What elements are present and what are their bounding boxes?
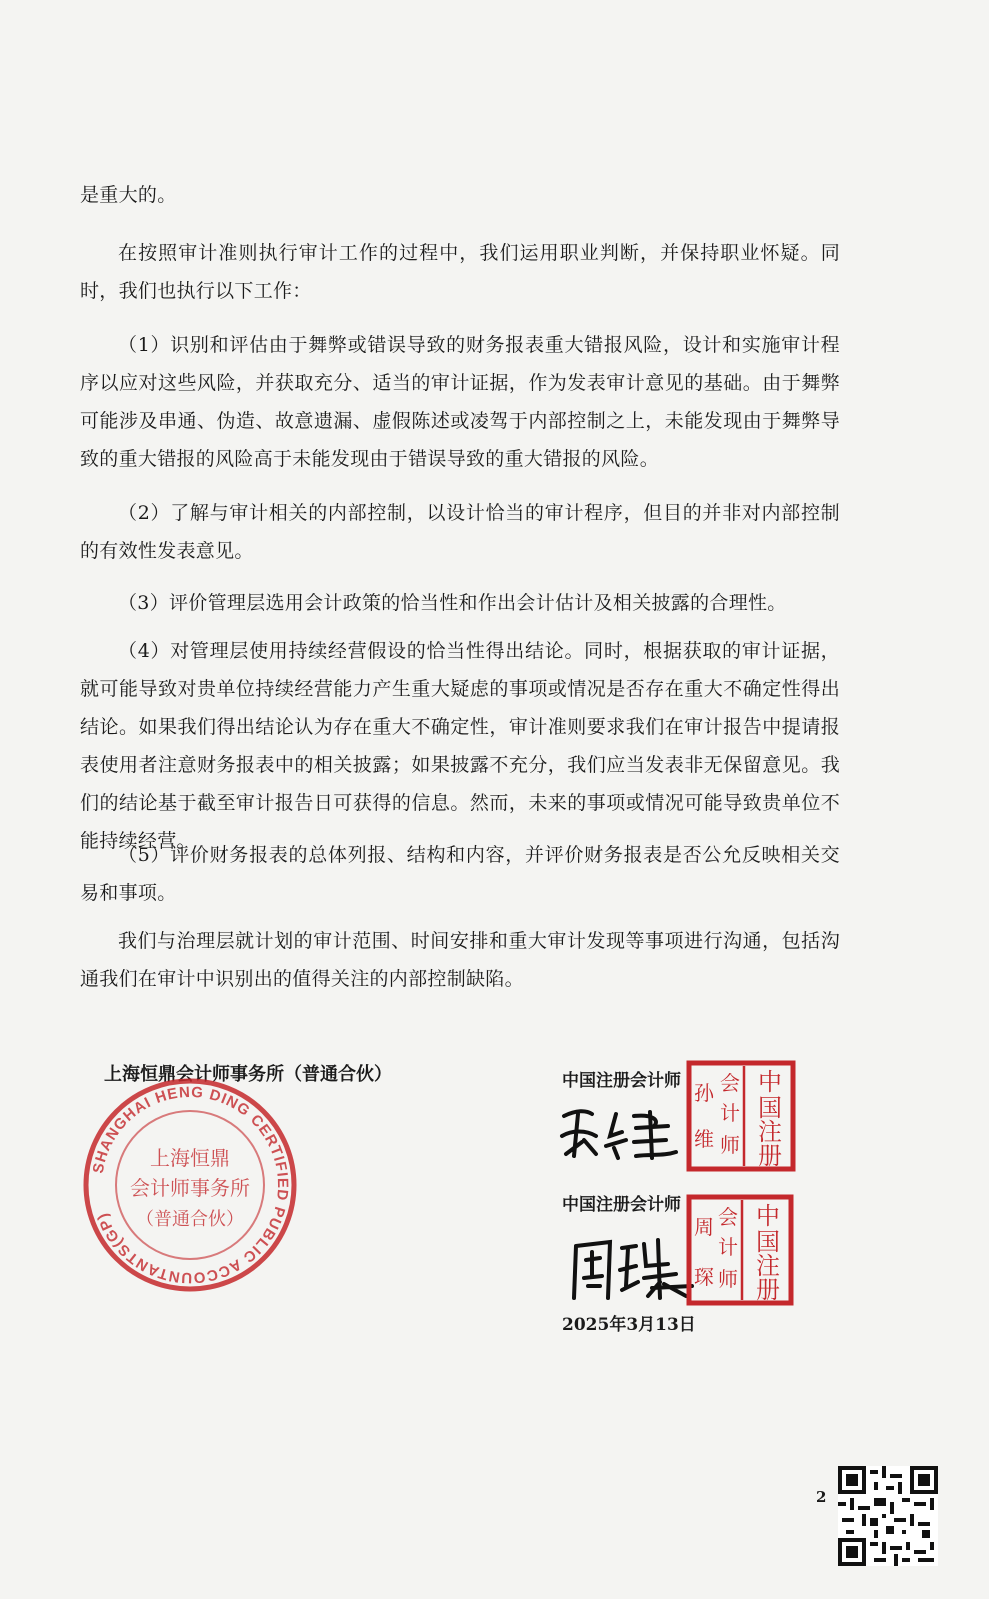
paragraph-item-2: （2）了解与审计相关的内部控制，以设计恰当的审计程序，但目的并非对内部控制的有效性发表意见。 (80, 502, 840, 562)
svg-text:中: 中 (756, 1202, 780, 1230)
svg-text:册: 册 (758, 1142, 782, 1170)
cpa-label-2: 中国注册会计师 (562, 1195, 681, 1215)
svg-text:师: 师 (718, 1267, 738, 1291)
firm-seal-english: SHANGHAI HENG DING CERTIFIED PUBLIC ACCOUNTANTS(GP) (89, 1083, 292, 1287)
paragraph-intro: 在按照审计准则执行审计工作的过程中，我们运用职业判断，并保持职业怀疑。同时，我们也执行以下工作： (80, 242, 840, 302)
svg-text:会: 会 (720, 1071, 740, 1095)
svg-text:师: 师 (720, 1133, 740, 1157)
svg-text:周: 周 (694, 1215, 714, 1239)
svg-text:会: 会 (718, 1205, 738, 1229)
paragraph-item-4: （4）对管理层使用持续经营假设的恰当性得出结论。同时，根据获取的审计证据，就可能导致对贵单位持续经营能力产生重大疑虑的事项或情况是否存在重大不确定性得出结论。如果我们得出结论认为存在重大不确定性，审计准则要求我们在审计报告中提请报表使用者注意财务报表中的相关披露；如果披露不充分，我们应当发表非无保留意见。我们的结论基于截至审计报告日可获得的信息。然而，未来的事项或情况可能导致贵单位不能持续经营。 (80, 640, 840, 852)
svg-text:注: 注 (758, 1118, 782, 1146)
svg-text:中: 中 (758, 1068, 782, 1096)
firm-seal-line2: 会计师事务所 (130, 1176, 250, 1200)
svg-text:琛: 琛 (694, 1265, 714, 1289)
svg-text:国: 国 (758, 1094, 782, 1122)
qr-code-icon (838, 1466, 938, 1566)
paragraph-communication: 我们与治理层就计划的审计范围、时间安排和重大审计发现等事项进行沟通，包括沟通我们在审计中识别出的值得关注的内部控制缺陷。 (80, 930, 840, 990)
signature-1-handwritten (556, 1096, 686, 1166)
svg-text:计: 计 (720, 1101, 740, 1125)
firm-seal (80, 1075, 300, 1295)
svg-text:国: 国 (756, 1228, 780, 1256)
firm-seal-line3: （普通合伙） (136, 1209, 244, 1230)
svg-text:册: 册 (756, 1276, 780, 1304)
svg-text:孙: 孙 (694, 1081, 714, 1105)
paragraph-item-5: （5）评价财务报表的总体列报、结构和内容，并评价财务报表是否公允反映相关交易和事项。 (80, 844, 840, 904)
paragraph-item-3: （3）评价管理层选用会计政策的恰当性和作出会计估计及相关披露的合理性。 (118, 592, 787, 614)
cpa-seal-2 (686, 1194, 794, 1306)
page-number: 2 (816, 1488, 827, 1506)
firm-name: 上海恒鼎会计师事务所（普通合伙） (104, 1064, 392, 1085)
paragraph-continuation: 是重大的。 (80, 184, 177, 206)
paragraph-item-1: （1）识别和评估由于舞弊或错误导致的财务报表重大错报风险，设计和实施审计程序以应对这些风险，并获取充分、适当的审计证据，作为发表审计意见的基础。由于舞弊可能涉及串通、伪造、故意遗漏、虚假陈述或凌驾于内部控制之上，未能发现由于舞弊导致的重大错报的风险高于未能发现由于错误导致的重大错报的风险。 (80, 334, 840, 470)
signature-2-handwritten (566, 1226, 696, 1306)
svg-text:维: 维 (694, 1127, 714, 1151)
cpa-label-1: 中国注册会计师 (562, 1071, 681, 1091)
svg-text:计: 计 (718, 1235, 738, 1259)
svg-text:注: 注 (756, 1252, 780, 1280)
firm-seal-line1: 上海恒鼎 (150, 1146, 230, 1170)
signing-date: 2025年3月13日 (562, 1315, 696, 1335)
cpa-seal-1 (686, 1060, 796, 1172)
